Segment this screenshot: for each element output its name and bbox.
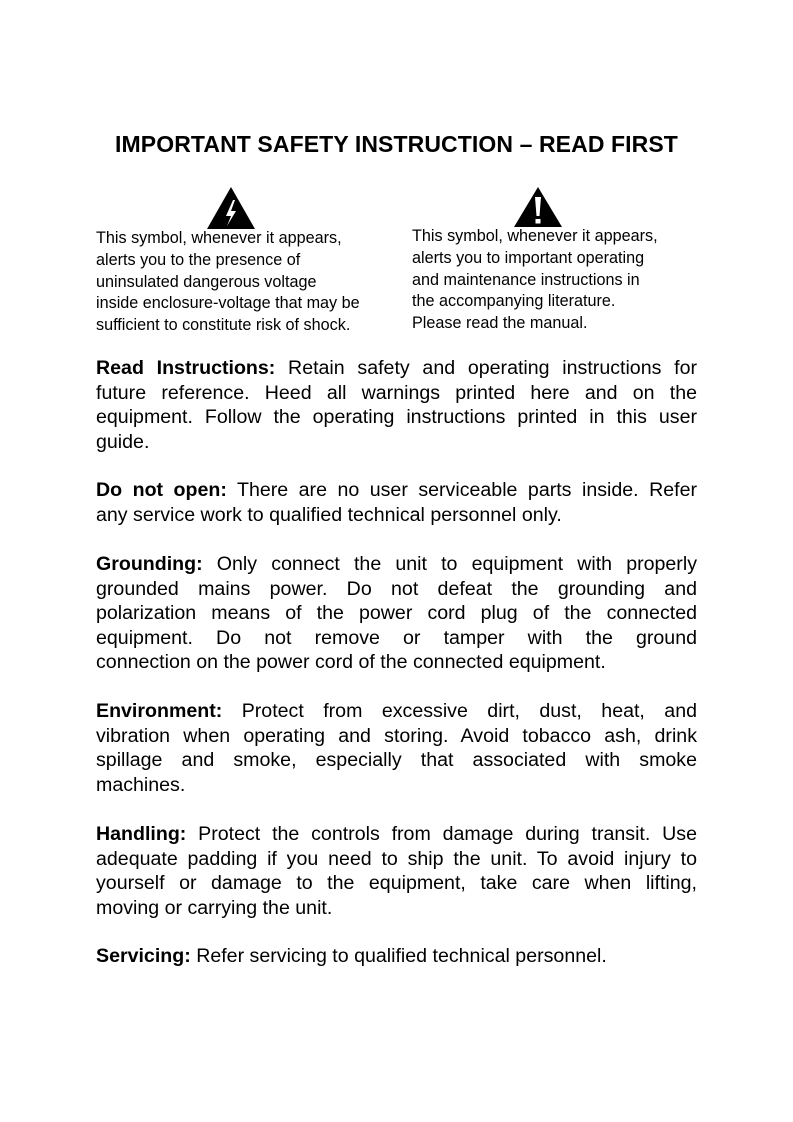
section-grounding bbox=[96, 552, 697, 675]
section-text: Retain safety and operating instructions for bbox=[275, 357, 698, 379]
section-text: Protect from excessive dirt, dust, heat, and bbox=[222, 700, 697, 722]
exclamation-symbol-line: the accompanying literature. bbox=[412, 292, 616, 311]
page-title: IMPORTANT SAFETY INSTRUCTION – READ FIRST bbox=[115, 131, 678, 157]
section-text: spillage and smoke, especially that associated with smoke bbox=[96, 749, 697, 772]
shock-symbol-line: alerts you to the presence of bbox=[96, 250, 301, 269]
shock-symbol-line: inside enclosure-voltage that may be bbox=[96, 294, 360, 313]
section-heading: Do not open: bbox=[96, 479, 227, 501]
section-environment bbox=[96, 699, 697, 797]
section-text: polarization means of the power cord plug of the connected bbox=[96, 602, 697, 625]
electric-shock-warning-icon bbox=[206, 186, 256, 230]
section-text: equipment. Do not remove or tamper with the ground bbox=[96, 626, 697, 649]
section-heading: Handling: bbox=[96, 823, 187, 845]
exclamation-symbol-line: Please read the manual. bbox=[412, 314, 588, 333]
section-text: grounded mains power. Do not defeat the grounding and bbox=[96, 577, 697, 600]
section-text: adequate padding if you need to ship the unit. To avoid injury to bbox=[96, 847, 697, 870]
shock-symbol-line: sufficient to constitute risk of shock. bbox=[96, 316, 351, 335]
shock-symbol-line: This symbol, whenever it appears, bbox=[96, 229, 342, 247]
exclamation-symbol-line: and maintenance instructions in bbox=[412, 270, 640, 289]
section-text: future reference. Heed all warnings printed here and on the bbox=[96, 381, 697, 404]
section-text: Protect the controls from damage during transit. Use bbox=[186, 823, 697, 845]
section-text: vibration when operating and storing. Avoid tobacco ash, drink bbox=[96, 724, 697, 747]
section-heading: Servicing: bbox=[96, 945, 191, 967]
exclamation-warning-icon bbox=[513, 186, 563, 228]
section-heading: Environment: bbox=[96, 700, 223, 722]
section-text: equipment. Follow the operating instructions printed in this user bbox=[96, 406, 697, 429]
exclamation-symbol-line: alerts you to important operating bbox=[412, 248, 645, 267]
section-servicing bbox=[96, 944, 697, 969]
section-heading: Read Instructions: bbox=[96, 357, 276, 379]
section-heading: Grounding: bbox=[96, 553, 203, 575]
section-text: machines. bbox=[96, 773, 186, 796]
section-text: yourself or damage to the equipment, take care when lifting, bbox=[96, 872, 697, 895]
shock-symbol-line: uninsulated dangerous voltage bbox=[96, 272, 317, 291]
section-read-instructions bbox=[96, 356, 697, 454]
section-text: Only connect the unit to equipment with properly bbox=[202, 553, 697, 575]
exclamation-symbol-line: This symbol, whenever it appears, bbox=[412, 227, 658, 245]
section-text: connection on the power cord of the connected equipment. bbox=[96, 651, 606, 674]
section-text: guide. bbox=[96, 430, 150, 453]
section-do-not-open bbox=[96, 478, 697, 527]
section-text: moving or carrying the unit. bbox=[96, 896, 333, 919]
section-handling bbox=[96, 822, 697, 920]
section-text: There are no user serviceable parts inside. Refer bbox=[226, 479, 697, 501]
section-text: Refer servicing to qualified technical personnel. bbox=[190, 945, 607, 967]
section-text: any service work to qualified technical personnel only. bbox=[96, 503, 562, 526]
